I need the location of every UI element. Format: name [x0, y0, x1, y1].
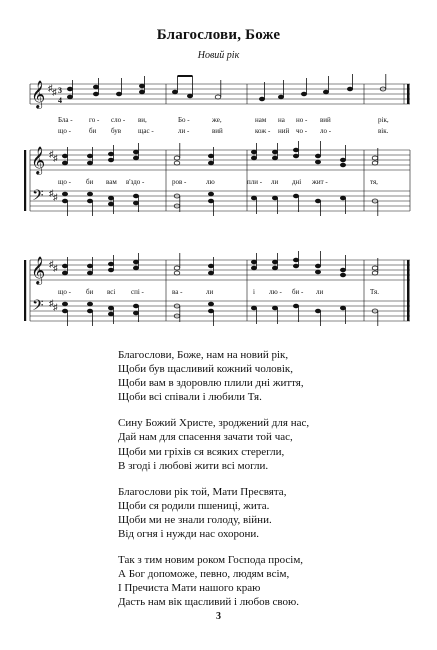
svg-text:ло -: ло -: [320, 127, 332, 135]
svg-text:сло -: сло -: [111, 116, 126, 124]
verse-line: Щоби вам в здоровлю плили дні життя,: [118, 377, 304, 390]
svg-text:ли: ли: [316, 288, 324, 296]
svg-text:би: би: [89, 127, 97, 135]
system-2: [24, 141, 410, 216]
verse-line: Дай нам для спасення зачати той час,: [118, 431, 293, 444]
svg-text:жит -: жит -: [312, 178, 328, 186]
lyrics-system-3: [58, 288, 379, 296]
svg-text:лю: лю: [206, 178, 215, 186]
verse-line: Щоби ми не знали голоду, війни.: [118, 513, 272, 526]
svg-text:ва -: ва -: [172, 288, 183, 296]
verse-line: Щоби ся родили пшениці, жита.: [118, 499, 270, 512]
svg-text:лю -: лю -: [269, 288, 282, 296]
lyrics-system-2: [58, 178, 378, 186]
sharp-icon: ♯: [49, 149, 54, 159]
svg-text:Тя.: Тя.: [370, 288, 379, 296]
svg-text:щас -: щас -: [138, 127, 154, 135]
stanza-4: [118, 553, 418, 609]
notes-system-1: [67, 74, 385, 101]
verse-line: Від огня і нужди нас охорони.: [118, 528, 260, 541]
verse-line: Щоби ми гріхів ся всяких стерегли,: [118, 445, 285, 458]
verse-line: В згоді і любові жити всі могли.: [118, 459, 269, 472]
svg-text:на: на: [278, 116, 285, 124]
svg-text:ли -: ли -: [178, 127, 190, 135]
svg-text:би -: би -: [292, 288, 304, 296]
svg-text:♯: ♯: [49, 298, 54, 308]
svg-text:в'здо -: в'здо -: [126, 178, 145, 186]
svg-text:ли: ли: [271, 178, 279, 186]
svg-text:вам: вам: [106, 178, 117, 186]
treble-clef-icon: 𝄞: [31, 82, 46, 108]
svg-text:♯: ♯: [52, 87, 57, 97]
svg-text:3: 3: [58, 86, 62, 95]
verse-line: Дасть нам вік щасливий і любов свою.: [118, 596, 300, 609]
svg-text:♯: ♯: [53, 192, 58, 202]
song-subtitle: Новий рік: [197, 50, 240, 61]
svg-text:що -: що -: [58, 178, 71, 186]
svg-text:вік.: вік.: [378, 127, 389, 135]
svg-text:пли -: пли -: [247, 178, 263, 186]
svg-text:тя,: тя,: [370, 178, 378, 186]
svg-text:ли: ли: [206, 288, 214, 296]
svg-text:ний: ний: [278, 127, 290, 135]
svg-text:був: був: [111, 127, 122, 135]
svg-text:кож -: кож -: [255, 127, 271, 135]
system-3: [24, 251, 410, 326]
svg-text:Бла -: Бла -: [58, 116, 73, 124]
verse-line: Благослови рік той, Мати Пресвята,: [118, 485, 287, 498]
verse-text: [118, 348, 418, 622]
svg-text:но -: но -: [296, 116, 308, 124]
verse-line: І Пречиста Мати нашого краю: [118, 582, 261, 595]
bass-clef-icon: 𝄢: [32, 187, 44, 207]
sharp-icon: ♯: [48, 83, 53, 93]
svg-text:ви,: ви,: [138, 116, 147, 124]
stanza-3: [118, 485, 418, 541]
verse-line: Так з тим новим роком Господа просім,: [118, 554, 304, 567]
svg-text:всі: всі: [107, 288, 116, 296]
svg-text:♯: ♯: [53, 153, 58, 163]
verse-line: А Бог допоможе, певно, людям всім,: [118, 568, 290, 581]
svg-text:що -: що -: [58, 127, 71, 135]
svg-text:ров -: ров -: [172, 178, 187, 186]
svg-text:♯: ♯: [49, 188, 54, 198]
svg-text:го -: го -: [89, 116, 100, 124]
svg-text:спі -: спі -: [131, 288, 144, 296]
page-number: 3: [216, 611, 221, 622]
svg-text:би: би: [86, 288, 94, 296]
bass-clef-icon: 𝄢: [32, 297, 44, 317]
verse-line: Сину Божий Христе, зроджений для нас,: [118, 417, 310, 430]
svg-text:же,: же,: [212, 116, 222, 124]
verse-line: Щоби всі співали і любили Тя.: [118, 391, 262, 404]
svg-text:Бо -: Бо -: [178, 116, 190, 124]
treble-clef-icon: 𝄞: [31, 148, 46, 174]
svg-text:вий: вий: [320, 116, 331, 124]
verse-line: Щоби був щасливий кожний чоловік,: [118, 363, 294, 376]
svg-text:♯: ♯: [53, 302, 58, 312]
svg-text:чо -: чо -: [296, 127, 308, 135]
svg-text:що -: що -: [58, 288, 71, 296]
svg-text:♯: ♯: [53, 263, 58, 273]
system-1: [30, 74, 410, 135]
lyrics-verse-1: [58, 116, 389, 124]
stanza-2: [118, 416, 418, 472]
verse-line: Благослови, Боже, нам на новий рік,: [118, 349, 289, 361]
stanza-1: [118, 348, 418, 404]
lyrics-verse-2: [58, 127, 389, 135]
treble-clef-icon: 𝄞: [31, 258, 46, 284]
svg-text:вий: вий: [212, 127, 223, 135]
svg-text:нам: нам: [255, 116, 267, 124]
svg-text:би: би: [86, 178, 94, 186]
svg-text:і: і: [253, 288, 255, 296]
svg-text:рік,: рік,: [378, 116, 389, 124]
svg-text:4: 4: [58, 96, 62, 105]
song-title: Благослови, Боже: [156, 27, 281, 43]
svg-text:дні: дні: [292, 178, 302, 186]
sharp-icon: ♯: [49, 259, 54, 269]
